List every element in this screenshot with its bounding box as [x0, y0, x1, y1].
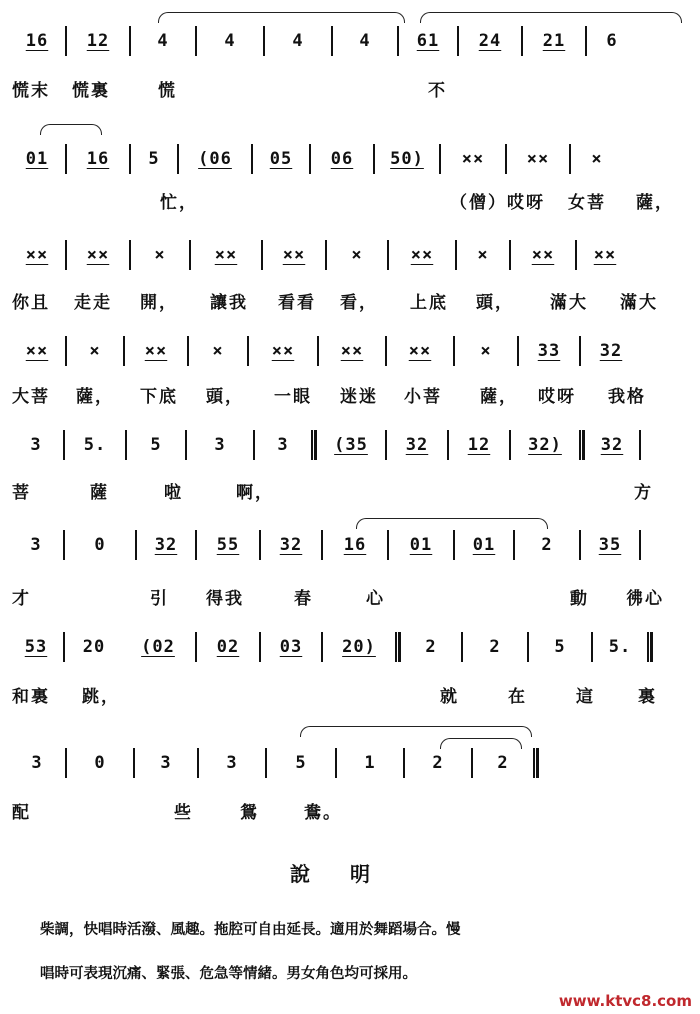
lyric: 啦 [164, 483, 183, 503]
lyric: 走走 [74, 293, 112, 313]
slur [300, 726, 532, 737]
measure: 01 [25, 149, 49, 169]
barline [447, 430, 449, 460]
lyric: 和裏 [12, 687, 50, 707]
measure: (02 [141, 637, 175, 657]
measure: 16 [343, 535, 367, 555]
measure: 4 [224, 31, 236, 51]
barline [385, 430, 387, 460]
measure: 02 [216, 637, 240, 657]
lyric: 看， [340, 293, 378, 313]
measure: 2 [432, 753, 444, 773]
lyric: 心 [366, 589, 385, 609]
measure: ×× [214, 245, 238, 265]
barline [63, 530, 65, 560]
barline [177, 144, 179, 174]
barline [517, 336, 519, 366]
measure: 0 [94, 535, 106, 555]
measure: 50) [390, 149, 424, 169]
measure: × [591, 149, 603, 169]
barline [639, 430, 641, 460]
lyric: 看看 [278, 293, 316, 313]
lyric: 慌 [158, 81, 177, 101]
measure: 5 [148, 149, 160, 169]
notes-row [10, 336, 690, 366]
lyric: 滿大 [620, 293, 658, 313]
measure: 2 [425, 637, 437, 657]
measure: ×× [526, 149, 550, 169]
lyrics-row [10, 798, 690, 828]
measure: 5. [83, 435, 107, 455]
lyric: 薩， [636, 193, 674, 213]
lyric: 這 [576, 687, 595, 707]
barline [321, 632, 323, 662]
lyric: 菩 [12, 483, 31, 503]
measure: ×× [144, 341, 168, 361]
measure: 4 [157, 31, 169, 51]
lyrics-row [10, 382, 690, 412]
lyric: 頭， [206, 387, 244, 407]
measure: 5 [150, 435, 162, 455]
lyric: 忙， [160, 193, 198, 213]
measure: ×× [410, 245, 434, 265]
measure: ×× [531, 245, 555, 265]
barline [509, 430, 511, 460]
lyric: 些 [174, 803, 193, 823]
measure: (35 [334, 435, 368, 455]
measure: 16 [25, 31, 49, 51]
barline [461, 632, 463, 662]
lyric: 不 [428, 81, 447, 101]
lyric: 得我 [206, 589, 244, 609]
barline [513, 530, 515, 560]
measure: 32 [154, 535, 178, 555]
measure: ×× [340, 341, 364, 361]
barline [387, 240, 389, 270]
explanation-title: 說明 [290, 862, 410, 886]
measure: 2 [497, 753, 509, 773]
barline [317, 336, 319, 366]
barline [373, 144, 375, 174]
lyric: 開， [140, 293, 178, 313]
measure: 01 [409, 535, 433, 555]
notes-row [10, 632, 690, 662]
notes-row [10, 240, 690, 270]
slur [158, 12, 405, 23]
barline [639, 530, 641, 560]
lyric: 薩 [90, 483, 109, 503]
measure: 2 [489, 637, 501, 657]
notes-row [10, 430, 690, 460]
barline [471, 748, 473, 778]
barline [65, 26, 67, 56]
measure: × [212, 341, 224, 361]
barline [591, 632, 593, 662]
measure: 32 [279, 535, 303, 555]
barline [569, 144, 571, 174]
measure: 55 [216, 535, 240, 555]
measure: 06 [330, 149, 354, 169]
barline [247, 336, 249, 366]
barline [311, 430, 317, 460]
measure: 5 [554, 637, 566, 657]
lyric: 上底 [410, 293, 448, 313]
lyric: 引 [150, 589, 169, 609]
lyric: 大菩 [12, 387, 50, 407]
barline [533, 748, 539, 778]
lyrics-row [10, 478, 690, 508]
site-watermark: www.ktvc8.com [558, 992, 692, 1010]
measure: 33 [537, 341, 561, 361]
lyric: 你且 [12, 293, 50, 313]
barline [195, 632, 197, 662]
lyric: 頭， [476, 293, 514, 313]
barline [125, 430, 127, 460]
barline [505, 144, 507, 174]
lyric: 哎呀 [538, 387, 576, 407]
barline [253, 430, 255, 460]
barline [387, 530, 389, 560]
measure: 32 [405, 435, 429, 455]
lyric: 我格 [608, 387, 646, 407]
lyric: 就 [440, 687, 459, 707]
barline [453, 336, 455, 366]
notes-row [10, 748, 690, 778]
lyric: 薩， [76, 387, 114, 407]
barline [265, 748, 267, 778]
measure: 35 [598, 535, 622, 555]
barline [135, 530, 137, 560]
lyric: 配 [12, 803, 31, 823]
measure: 3 [31, 753, 43, 773]
barline [579, 430, 585, 460]
lyric: 方 [634, 483, 653, 503]
barline [403, 748, 405, 778]
explanation-line: 唱時可表現沉痛、緊張、危急等情緒。男女角色均可採用。 [40, 965, 417, 982]
barline [185, 430, 187, 460]
barline [263, 26, 265, 56]
notes-row [10, 144, 690, 174]
barline [129, 26, 131, 56]
measure: 3 [30, 435, 42, 455]
measure: 24 [478, 31, 502, 51]
barline [129, 240, 131, 270]
lyric: 動 [570, 589, 589, 609]
barline [195, 530, 197, 560]
notes-row [10, 530, 690, 560]
barline [509, 240, 511, 270]
measure: 20) [342, 637, 376, 657]
measure: 4 [359, 31, 371, 51]
barline [187, 336, 189, 366]
barline [195, 26, 197, 56]
lyric: 女菩 [568, 193, 606, 213]
lyrics-row [10, 682, 690, 712]
lyric: 慌裏 [72, 81, 110, 101]
lyrics-row [10, 188, 690, 218]
measure: 2 [541, 535, 553, 555]
barline [575, 240, 577, 270]
lyrics-row [10, 76, 690, 106]
slur [356, 518, 548, 529]
barline [65, 336, 67, 366]
lyric: 一眼 [274, 387, 312, 407]
measure: 32 [599, 341, 623, 361]
measure: 01 [472, 535, 496, 555]
barline [129, 144, 131, 174]
lyric: 跳， [82, 687, 120, 707]
barline [189, 240, 191, 270]
measure: 3 [214, 435, 226, 455]
lyric: （僧）哎呀 [450, 193, 545, 213]
lyric: 薩， [480, 387, 518, 407]
measure: 32 [600, 435, 624, 455]
measure: 12 [467, 435, 491, 455]
measure: 32) [528, 435, 562, 455]
barline [395, 632, 401, 662]
barline [397, 26, 399, 56]
measure: 12 [86, 31, 110, 51]
slur [40, 124, 102, 135]
lyric: 春 [294, 589, 313, 609]
measure: 3 [160, 753, 172, 773]
barline [321, 530, 323, 560]
barline [65, 748, 67, 778]
barline [65, 240, 67, 270]
measure: 4 [292, 31, 304, 51]
measure: 1 [364, 753, 376, 773]
measure: 3 [226, 753, 238, 773]
barline [197, 748, 199, 778]
barline [309, 144, 311, 174]
barline [123, 336, 125, 366]
lyric: 慌末 [12, 81, 50, 101]
measure: 03 [279, 637, 303, 657]
lyric: 滿大 [550, 293, 588, 313]
barline [455, 240, 457, 270]
measure: 61 [416, 31, 440, 51]
barline [527, 632, 529, 662]
explanation-line: 柴調，快唱時活潑、風趣。拖腔可自由延長。適用於舞蹈場合。慢 [40, 921, 461, 938]
measure: 20 [82, 637, 106, 657]
measure: × [480, 341, 492, 361]
measure: 16 [86, 149, 110, 169]
measure: × [351, 245, 363, 265]
measure: (06 [198, 149, 232, 169]
lyric: 小菩 [404, 387, 442, 407]
barline [133, 748, 135, 778]
lyric: 裏 [638, 687, 657, 707]
barline [331, 26, 333, 56]
lyrics-row [10, 288, 690, 318]
barline [585, 26, 587, 56]
lyric: 下底 [140, 387, 178, 407]
lyric: 彿心 [626, 589, 664, 609]
measure: 21 [542, 31, 566, 51]
measure: 0 [94, 753, 106, 773]
measure: 3 [277, 435, 289, 455]
lyric: 迷迷 [340, 387, 378, 407]
measure: 53 [24, 637, 48, 657]
measure: ×× [25, 341, 49, 361]
measure: ×× [271, 341, 295, 361]
measure: 3 [30, 535, 42, 555]
barline [457, 26, 459, 56]
measure: 6 [606, 31, 618, 51]
lyric: 鴛 [240, 803, 259, 823]
measure: ×× [282, 245, 306, 265]
barline [521, 26, 523, 56]
lyric: 啊， [236, 483, 274, 503]
measure: × [154, 245, 166, 265]
measure: × [89, 341, 101, 361]
lyric: 才 [12, 589, 31, 609]
lyric: 讓我 [210, 293, 248, 313]
barline [261, 240, 263, 270]
barline [453, 530, 455, 560]
measure: ×× [86, 245, 110, 265]
lyric: 鴦。 [304, 803, 342, 823]
measure: 5. [608, 637, 632, 657]
measure: ×× [461, 149, 485, 169]
notes-row [10, 26, 690, 56]
barline [259, 530, 261, 560]
barline [439, 144, 441, 174]
barline [335, 748, 337, 778]
measure: ×× [593, 245, 617, 265]
barline [647, 632, 653, 662]
measure: × [477, 245, 489, 265]
measure: 05 [269, 149, 293, 169]
lyrics-row [10, 584, 690, 614]
barline [385, 336, 387, 366]
barline [325, 240, 327, 270]
barline [579, 530, 581, 560]
barline [63, 430, 65, 460]
slur [420, 12, 682, 23]
barline [251, 144, 253, 174]
measure: ×× [408, 341, 432, 361]
barline [259, 632, 261, 662]
barline [65, 144, 67, 174]
barline [63, 632, 65, 662]
lyric: 在 [508, 687, 527, 707]
measure: ×× [25, 245, 49, 265]
barline [579, 336, 581, 366]
measure: 5 [295, 753, 307, 773]
